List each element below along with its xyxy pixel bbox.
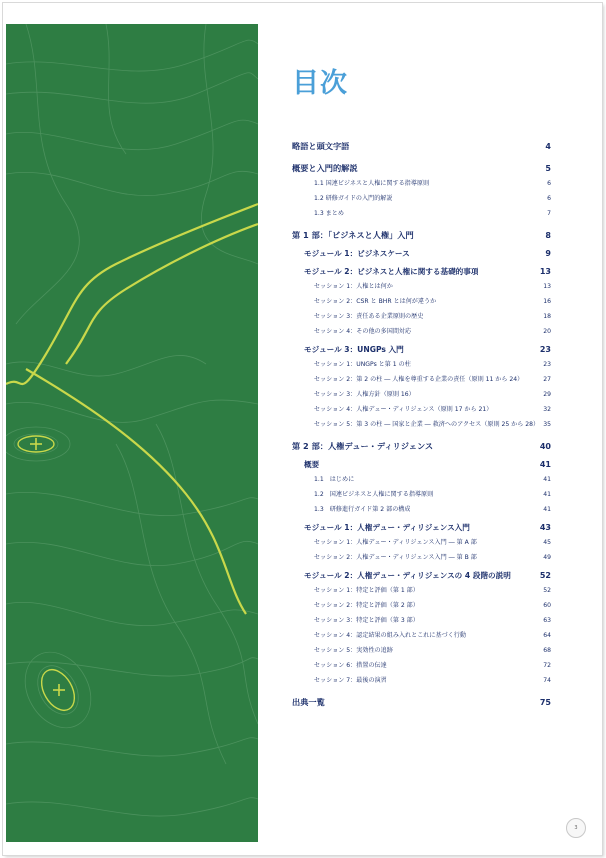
toc-entry-label: 概要と入門的解説 — [292, 163, 358, 173]
toc-entry-page: 72 — [543, 662, 551, 669]
toc-entry-label: 1.3 まとめ — [314, 210, 344, 217]
toc-entry-page: 35 — [543, 421, 551, 428]
toc-entry-page: 40 — [539, 442, 551, 451]
page-number: 3 — [566, 818, 586, 838]
toc-entry-page: 43 — [539, 523, 551, 532]
toc-entry[interactable] — [292, 163, 551, 178]
toc-entry-page: 41 — [543, 491, 551, 498]
toc-entry-page: 41 — [543, 476, 551, 483]
toc-entry[interactable] — [292, 504, 551, 519]
toc-entry-label: セッション 5：第 3 の柱 ― 国家と企業 ― 救済へのアクセス（原則 25 から 28） — [314, 421, 540, 428]
toc-entry[interactable] — [292, 208, 551, 223]
toc-entry-page: 60 — [543, 602, 551, 609]
toc-entry-label: 第 2 部：人権デュー・ディリジェンス — [292, 441, 434, 451]
toc-entry-label: モジュール 1：人権デュー・ディリジェンス入門 — [304, 523, 470, 532]
toc-entry[interactable] — [292, 389, 551, 404]
toc-entry[interactable] — [292, 489, 551, 504]
toc-entry-page: 49 — [543, 554, 551, 561]
toc-entry[interactable] — [292, 645, 551, 660]
toc-entry-page: 4 — [545, 142, 551, 151]
toc-entry[interactable] — [292, 404, 551, 419]
toc-entry-page: 45 — [543, 539, 551, 546]
toc-entry-label: セッション 1：人権とは何か — [314, 283, 393, 290]
toc-entry[interactable] — [292, 697, 551, 712]
toc-entry[interactable] — [292, 296, 551, 311]
toc-entry-label: セッション 4：その他の多国間対応 — [314, 328, 412, 335]
toc-entry-label: 1.3 研修進行ガイド第 2 部の構成 — [314, 506, 411, 513]
page-title: 目次 — [292, 68, 348, 99]
toc-entry-label: 略語と頭文字語 — [292, 141, 350, 151]
toc-entry-label: セッション 6：措置の伝達 — [314, 662, 387, 669]
toc-entry-label: 1.1 はじめに — [314, 476, 355, 483]
toc-entry[interactable] — [292, 600, 551, 615]
toc-entry-label: セッション 3：責任ある企業原則の歴史 — [314, 313, 424, 320]
toc-entry-page: 20 — [543, 328, 551, 335]
toc-entry-label: 出典一覧 — [292, 697, 325, 707]
toc-entry-page: 63 — [543, 617, 551, 624]
toc-entry-label: 1.1 国連ビジネスと人権に関する指導原則 — [314, 180, 430, 187]
toc-entry-page: 7 — [547, 210, 551, 217]
toc-entry-page: 6 — [547, 180, 551, 187]
toc-entry-label: セッション 7：最後の演習 — [314, 677, 387, 684]
toc-entry[interactable] — [292, 474, 551, 489]
toc-entry-page: 23 — [539, 345, 551, 354]
toc-entry-label: セッション 1：UNGPs と第 1 の柱 — [314, 361, 411, 368]
toc-entry[interactable] — [292, 344, 551, 359]
toc-entry-label: モジュール 2：人権デュー・ディリジェンスの 4 段階の説明 — [304, 571, 511, 580]
toc-entry-label: セッション 1：特定と評価（第 1 部） — [314, 587, 419, 594]
toc-entry[interactable] — [292, 522, 551, 537]
toc-entry-page: 13 — [539, 267, 551, 276]
toc-entry-label: 1.2 国連ビジネスと人権に関する指導原則 — [314, 491, 434, 498]
toc-entry-page: 8 — [545, 231, 551, 240]
toc-entry-label: セッション 1：人権デュー・ディリジェンス入門 ― 第 A 部 — [314, 539, 477, 546]
toc-entry[interactable] — [292, 193, 551, 208]
toc-entry-label: 第 1 部：「ビジネスと人権」入門 — [292, 230, 414, 240]
cover-panel — [6, 24, 258, 842]
toc-entry[interactable] — [292, 570, 551, 585]
toc-entry[interactable] — [292, 419, 551, 434]
toc-entry-label: セッション 4：認定結果の組み入れとこれに基づく行動 — [314, 632, 466, 639]
toc-entry-label: セッション 5：実効性の追跡 — [314, 647, 393, 654]
toc-entry[interactable] — [292, 326, 551, 341]
toc-entry-page: 16 — [543, 298, 551, 305]
toc-entry[interactable] — [292, 552, 551, 567]
toc-entry-label: 1.2 研修ガイドの入門的解説 — [314, 195, 393, 202]
toc-entry-page: 5 — [545, 164, 551, 173]
toc-entry[interactable] — [292, 178, 551, 193]
toc-entry-page: 41 — [539, 460, 551, 469]
toc-entry-page: 9 — [545, 249, 551, 258]
toc-entry[interactable] — [292, 441, 551, 456]
toc-entry-page: 29 — [543, 391, 551, 398]
toc-entry-label: モジュール 2：ビジネスと人権に関する基礎的事項 — [304, 267, 479, 276]
toc-entry[interactable] — [292, 248, 551, 263]
toc-entry[interactable] — [292, 266, 551, 281]
toc-entry-page: 68 — [543, 647, 551, 654]
toc-entry-page: 23 — [543, 361, 551, 368]
toc-entry-label: セッション 3：人権方針（原則 16） — [314, 391, 415, 398]
toc-entry-page: 13 — [543, 283, 551, 290]
toc-entry[interactable] — [292, 585, 551, 600]
toc-entry-label: セッション 2：人権デュー・ディリジェンス入門 ― 第 B 部 — [314, 554, 477, 561]
toc-entry-label: セッション 2：第 2 の柱 ― 人権を尊重する企業の責任（原則 11 から 24） — [314, 376, 524, 383]
toc-entry-label: セッション 2：特定と評価（第 2 部） — [314, 602, 419, 609]
toc-entry[interactable] — [292, 230, 551, 245]
toc-entry[interactable] — [292, 141, 551, 156]
toc-entry-page: 64 — [543, 632, 551, 639]
toc-entry-page: 75 — [539, 698, 551, 707]
toc-entry-page: 6 — [547, 195, 551, 202]
toc-entry-label: 概要 — [304, 460, 320, 469]
toc-entry-page: 52 — [543, 587, 551, 594]
toc-entry[interactable] — [292, 311, 551, 326]
toc-entry[interactable] — [292, 537, 551, 552]
toc-entry[interactable] — [292, 675, 551, 690]
document-page — [3, 3, 602, 855]
table-of-contents — [292, 141, 551, 712]
toc-entry-label: セッション 4：人権デュー・ディリジェンス（原則 17 から 21） — [314, 406, 493, 413]
toc-entry[interactable] — [292, 660, 551, 675]
topographic-map-illustration — [6, 24, 258, 842]
toc-entry[interactable] — [292, 630, 551, 645]
toc-entry[interactable] — [292, 281, 551, 296]
toc-entry[interactable] — [292, 374, 551, 389]
toc-entry[interactable] — [292, 615, 551, 630]
toc-entry-page: 41 — [543, 506, 551, 513]
toc-entry-label: セッション 2：CSR と BHR とは何が違うか — [314, 298, 437, 305]
toc-entry-label: モジュール 3：UNGPs 入門 — [304, 345, 404, 354]
toc-entry-page: 18 — [543, 313, 551, 320]
toc-entry-page: 74 — [543, 677, 551, 684]
toc-entry-page: 32 — [543, 406, 551, 413]
toc-entry[interactable] — [292, 359, 551, 374]
toc-entry-label: セッション 3：特定と評価（第 3 部） — [314, 617, 419, 624]
toc-entry-page: 27 — [543, 376, 551, 383]
toc-entry-label: モジュール 1：ビジネスケース — [304, 249, 410, 258]
toc-entry[interactable] — [292, 459, 551, 474]
toc-entry-page: 52 — [539, 571, 551, 580]
